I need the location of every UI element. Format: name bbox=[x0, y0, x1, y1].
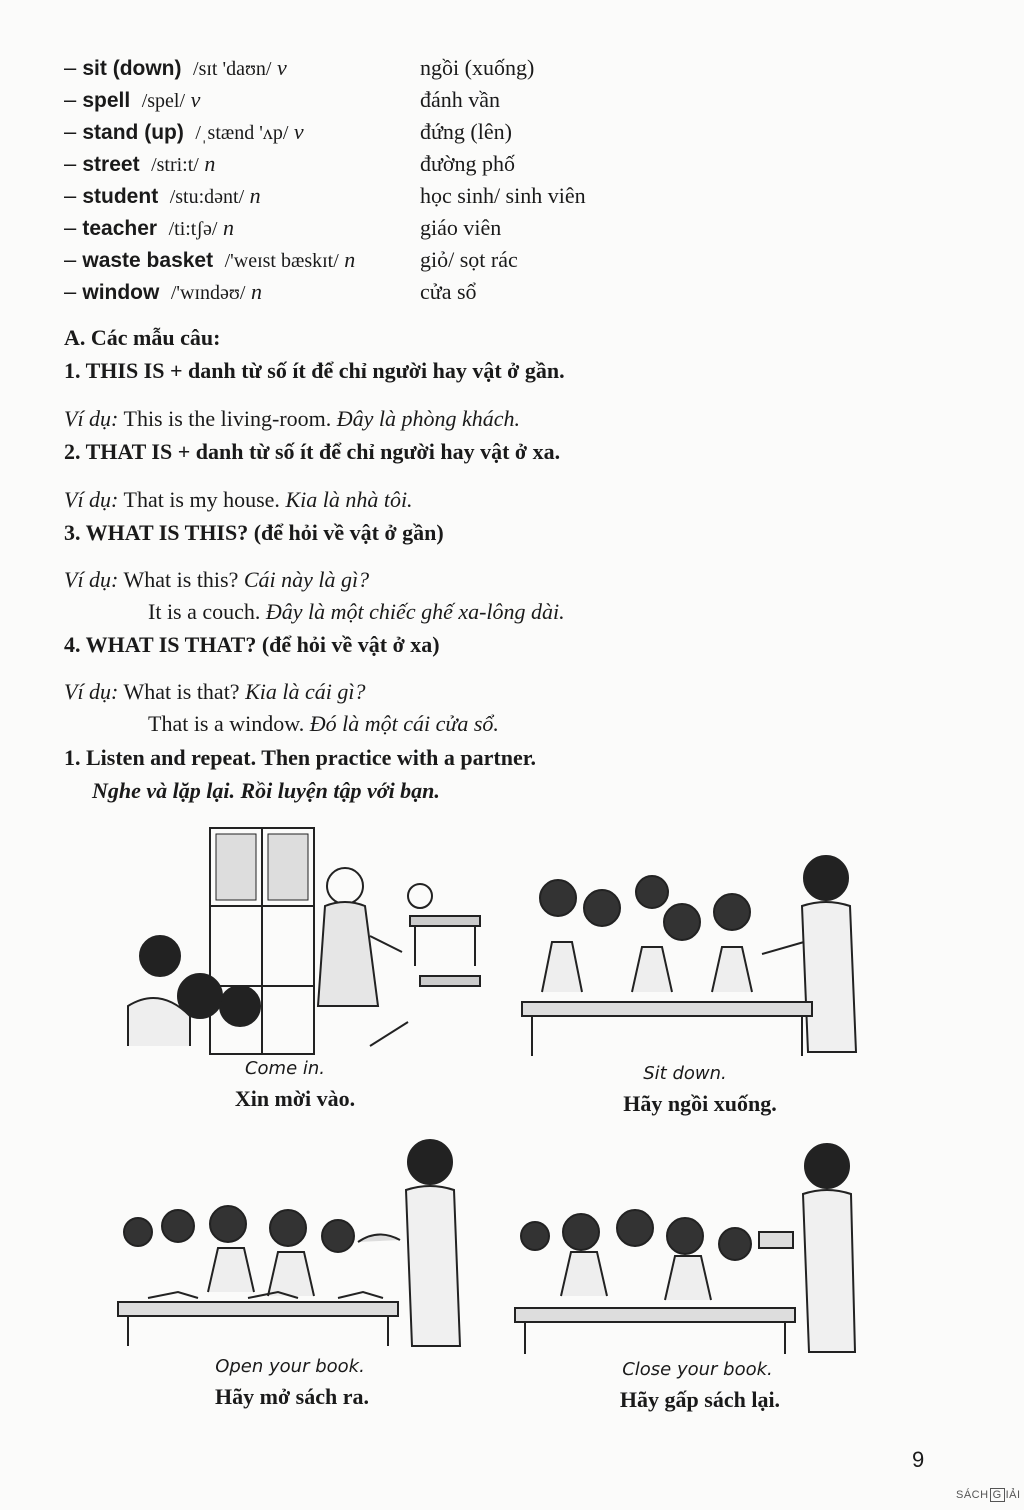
caption-vi: Hãy gấp sách lại. bbox=[619, 1387, 781, 1412]
vocab-meaning: ngồi (xuống) bbox=[420, 55, 535, 80]
page-number: 9 bbox=[912, 1447, 925, 1472]
example-en: That is my house. bbox=[123, 487, 280, 512]
vocab-ipa: /spel/ bbox=[141, 90, 186, 112]
section-a-title: A. Các mẫu câu: bbox=[64, 325, 221, 350]
caption-en: Open your book. bbox=[215, 1356, 365, 1377]
exercise-title: 1. Listen and repeat. Then practice with a partner. bbox=[64, 745, 536, 770]
vocab-ipa: /ti:tʃə/ bbox=[168, 218, 218, 240]
dash: – bbox=[64, 183, 83, 208]
vocab-row bbox=[64, 84, 764, 116]
watermark-left: SÁCH bbox=[956, 1489, 989, 1501]
vocab-word: street bbox=[82, 153, 140, 176]
example-line bbox=[64, 406, 520, 432]
caption-vi: Xin mời vào. bbox=[234, 1086, 356, 1111]
illustration-come-in bbox=[120, 826, 486, 1058]
example-en: What is this? bbox=[123, 567, 239, 592]
pattern-heading: 3. WHAT IS THIS? (để hỏi về vật ở gần) bbox=[64, 520, 444, 545]
vocab-meaning: cửa sổ bbox=[420, 279, 477, 304]
vocab-word: sit (down) bbox=[82, 57, 182, 80]
dash: – bbox=[64, 151, 83, 176]
vocab-meaning: giáo viên bbox=[420, 215, 502, 240]
vocab-pos: n bbox=[249, 183, 261, 208]
pattern-heading: 4. WHAT IS THAT? (để hỏi về vật ở xa) bbox=[64, 632, 440, 657]
example-vi: Kia là cái gì? bbox=[245, 679, 366, 704]
example-line bbox=[148, 711, 499, 737]
vocab-row bbox=[64, 180, 764, 212]
vocab-pos: n bbox=[250, 279, 262, 304]
caption-en: Close your book. bbox=[622, 1359, 773, 1380]
caption-en: Come in. bbox=[244, 1058, 326, 1079]
example-line bbox=[148, 599, 565, 625]
vocab-pos: n bbox=[204, 151, 216, 176]
vocab-word: student bbox=[82, 185, 159, 208]
example-vi: Cái này là gì? bbox=[243, 567, 370, 592]
vocab-word: teacher bbox=[82, 217, 158, 240]
vocab-row bbox=[64, 212, 764, 244]
vocabulary-list bbox=[64, 52, 764, 308]
dash: – bbox=[64, 247, 83, 272]
exercise-subtitle: Nghe và lặp lại. Rồi luyện tập với bạn. bbox=[92, 778, 440, 803]
vocab-meaning: đường phố bbox=[420, 151, 516, 176]
dash: – bbox=[64, 119, 83, 144]
vocab-meaning: đánh vần bbox=[420, 87, 501, 112]
vocab-pos: v bbox=[293, 119, 304, 144]
example-en: It is a couch. bbox=[148, 599, 261, 624]
vocab-meaning: đứng (lên) bbox=[420, 119, 512, 144]
example-en: This is the living-room. bbox=[123, 406, 332, 431]
vocab-ipa: /stu:dənt/ bbox=[169, 186, 245, 208]
example-vi: Đây là một chiếc ghế xa-lông dài. bbox=[265, 599, 565, 624]
example-en: That is a window. bbox=[148, 711, 305, 736]
vocab-word: waste basket bbox=[82, 249, 214, 272]
example-en: What is that? bbox=[123, 679, 240, 704]
vocab-word: stand (up) bbox=[82, 121, 184, 144]
dash: – bbox=[64, 215, 83, 240]
dash: – bbox=[64, 279, 83, 304]
example-vi: Kia là nhà tôi. bbox=[285, 487, 413, 512]
vocab-ipa: /ˌstænd 'ʌp/ bbox=[195, 122, 289, 144]
vocab-pos: v bbox=[276, 55, 287, 80]
example-vi: Đây là phòng khách. bbox=[336, 406, 521, 431]
dash: – bbox=[64, 87, 83, 112]
example-line bbox=[64, 567, 369, 593]
illustration-close-book bbox=[505, 1136, 865, 1356]
vocab-row bbox=[64, 276, 764, 308]
illustration-sit-down bbox=[512, 842, 872, 1058]
pattern-heading: 1. THIS IS + danh từ số ít để chỉ người hay vật ở gần. bbox=[64, 358, 565, 383]
vocab-row bbox=[64, 148, 764, 180]
caption-vi: Hãy ngồi xuống. bbox=[623, 1091, 777, 1116]
example-label: Ví dụ: bbox=[64, 406, 119, 431]
vocab-meaning: giỏ/ sọt rác bbox=[420, 247, 518, 272]
example-line bbox=[64, 679, 365, 705]
vocab-word: window bbox=[82, 281, 160, 304]
example-label: Ví dụ: bbox=[64, 487, 119, 512]
vocab-ipa: /sɪt 'daʊn/ bbox=[193, 58, 272, 80]
example-label: Ví dụ: bbox=[64, 679, 119, 704]
vocab-row bbox=[64, 116, 764, 148]
watermark-logo bbox=[956, 1488, 1021, 1502]
vocab-ipa: /'wɪndəʊ/ bbox=[170, 282, 246, 304]
vocab-pos: v bbox=[190, 87, 201, 112]
watermark-right: IẢI bbox=[1005, 1489, 1021, 1501]
watermark-mid: G bbox=[990, 1488, 1005, 1502]
example-line bbox=[64, 487, 413, 513]
caption-en: Sit down. bbox=[643, 1063, 727, 1084]
example-vi: Đó là một cái cửa sổ. bbox=[309, 711, 499, 736]
vocab-meaning: học sinh/ sinh viên bbox=[420, 183, 586, 208]
vocab-row bbox=[64, 52, 764, 84]
vocab-row bbox=[64, 244, 764, 276]
vocab-pos: n bbox=[222, 215, 234, 240]
example-label: Ví dụ: bbox=[64, 567, 119, 592]
caption-vi: Hãy mở sách ra. bbox=[215, 1384, 369, 1409]
vocab-ipa: /'weɪst bæskɪt/ bbox=[224, 250, 339, 272]
vocab-ipa: /stri:t/ bbox=[151, 154, 199, 176]
vocab-pos: n bbox=[344, 247, 356, 272]
illustration-open-book bbox=[108, 1132, 476, 1350]
vocab-word: spell bbox=[82, 89, 131, 112]
dash: – bbox=[64, 55, 83, 80]
pattern-heading: 2. THAT IS + danh từ số ít để chỉ người hay vật ở xa. bbox=[64, 439, 561, 464]
